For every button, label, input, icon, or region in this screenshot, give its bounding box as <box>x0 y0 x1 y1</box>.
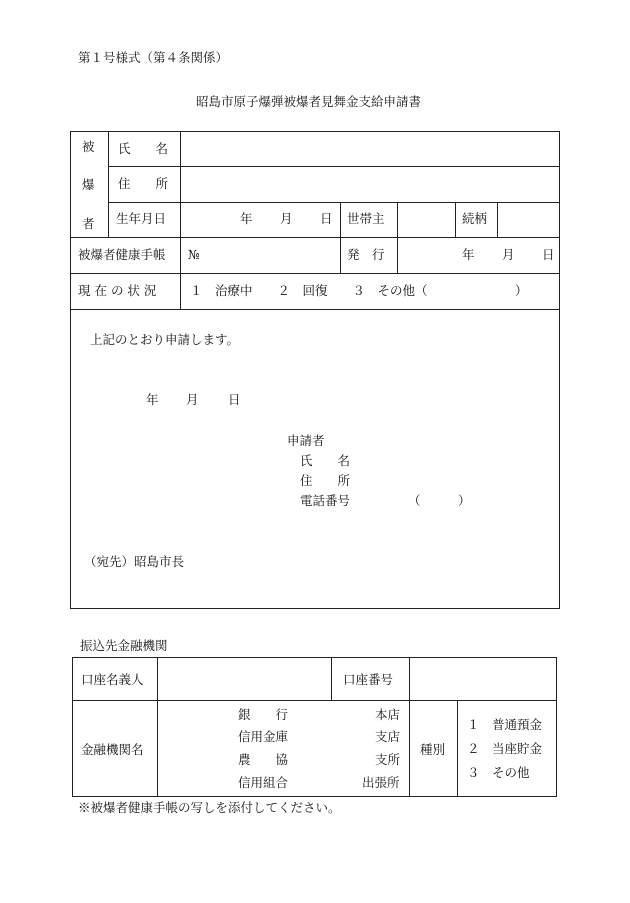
attachment-note: ※被爆者健康手帳の写しを添付してください。 <box>78 800 341 815</box>
householder-field[interactable] <box>399 204 453 236</box>
applicant-phone-paren: （ ） <box>408 493 471 508</box>
victim-address-field[interactable] <box>182 168 558 201</box>
branch-type-agency: 出張所 <box>362 775 400 790</box>
application-month-label: 月 <box>186 392 199 407</box>
account-type-checking[interactable]: ２ 当座貯金 <box>467 741 543 756</box>
branch-type-main: 本店 <box>375 707 401 722</box>
applicant-label: 申請者 <box>287 433 325 448</box>
victim-char-3: 者 <box>82 216 95 231</box>
victim-char-1: 被 <box>82 139 95 154</box>
victim-name-label: 氏 名 <box>118 141 169 156</box>
institution-type-bank: 銀 行 <box>238 707 289 722</box>
householder-label: 世帯主 <box>347 211 385 226</box>
bank-heading: 振込先金融機関 <box>80 638 168 653</box>
account-number-label: 口座番号 <box>343 672 394 687</box>
birth-month-label: 月 <box>280 211 293 226</box>
branch-type-office: 支所 <box>375 752 401 767</box>
applicant-phone-label: 電話番号 <box>300 493 351 508</box>
relation-field[interactable] <box>499 204 558 236</box>
institution-label: 金融機関名 <box>81 742 144 757</box>
applicant-name-label: 氏 名 <box>300 453 351 468</box>
handbook-label: 被爆者健康手帳 <box>78 247 166 262</box>
account-type-other[interactable]: ３ その他 <box>467 765 530 780</box>
addressee: （宛先）昭島市長 <box>84 554 185 569</box>
status-label: 現 在 の 状 況 <box>78 283 157 298</box>
issue-label: 発 行 <box>347 247 385 262</box>
birth-day-label: 日 <box>320 211 333 226</box>
account-type-savings[interactable]: １ 普通預金 <box>467 717 543 732</box>
account-number-field[interactable] <box>411 659 555 699</box>
status-options[interactable]: １ 治療中 ２ 回復 ３ その他（ ） <box>190 283 528 298</box>
birth-year-label: 年 <box>240 211 253 226</box>
victim-address-label: 住 所 <box>118 176 169 191</box>
account-holder-label: 口座名義人 <box>81 672 144 687</box>
account-holder-field[interactable] <box>159 659 329 699</box>
victim-name-field[interactable] <box>182 133 558 165</box>
institution-type-nokyo: 農 協 <box>238 752 289 767</box>
victim-char-2: 爆 <box>82 177 95 192</box>
issue-year-label: 年 <box>462 247 475 262</box>
application-day-label: 日 <box>228 392 241 407</box>
application-year-label: 年 <box>146 392 159 407</box>
form-number: 第１号様式（第４条関係） <box>78 50 229 65</box>
application-statement: 上記のとおり申請します。 <box>90 332 240 347</box>
form-title: 昭島市原子爆弾被爆者見舞金支給申請書 <box>196 94 422 109</box>
birth-date-label: 生年月日 <box>116 211 167 226</box>
relation-label: 続柄 <box>462 211 488 226</box>
handbook-number-label: № <box>188 247 200 262</box>
institution-type-kumiai: 信用組合 <box>238 775 289 790</box>
branch-type-branch: 支店 <box>375 729 401 744</box>
issue-month-label: 月 <box>502 247 515 262</box>
account-type-label: 種別 <box>420 742 446 757</box>
issue-day-label: 日 <box>542 247 555 262</box>
institution-type-shinkin: 信用金庫 <box>238 729 289 744</box>
applicant-address-label: 住 所 <box>300 473 351 488</box>
